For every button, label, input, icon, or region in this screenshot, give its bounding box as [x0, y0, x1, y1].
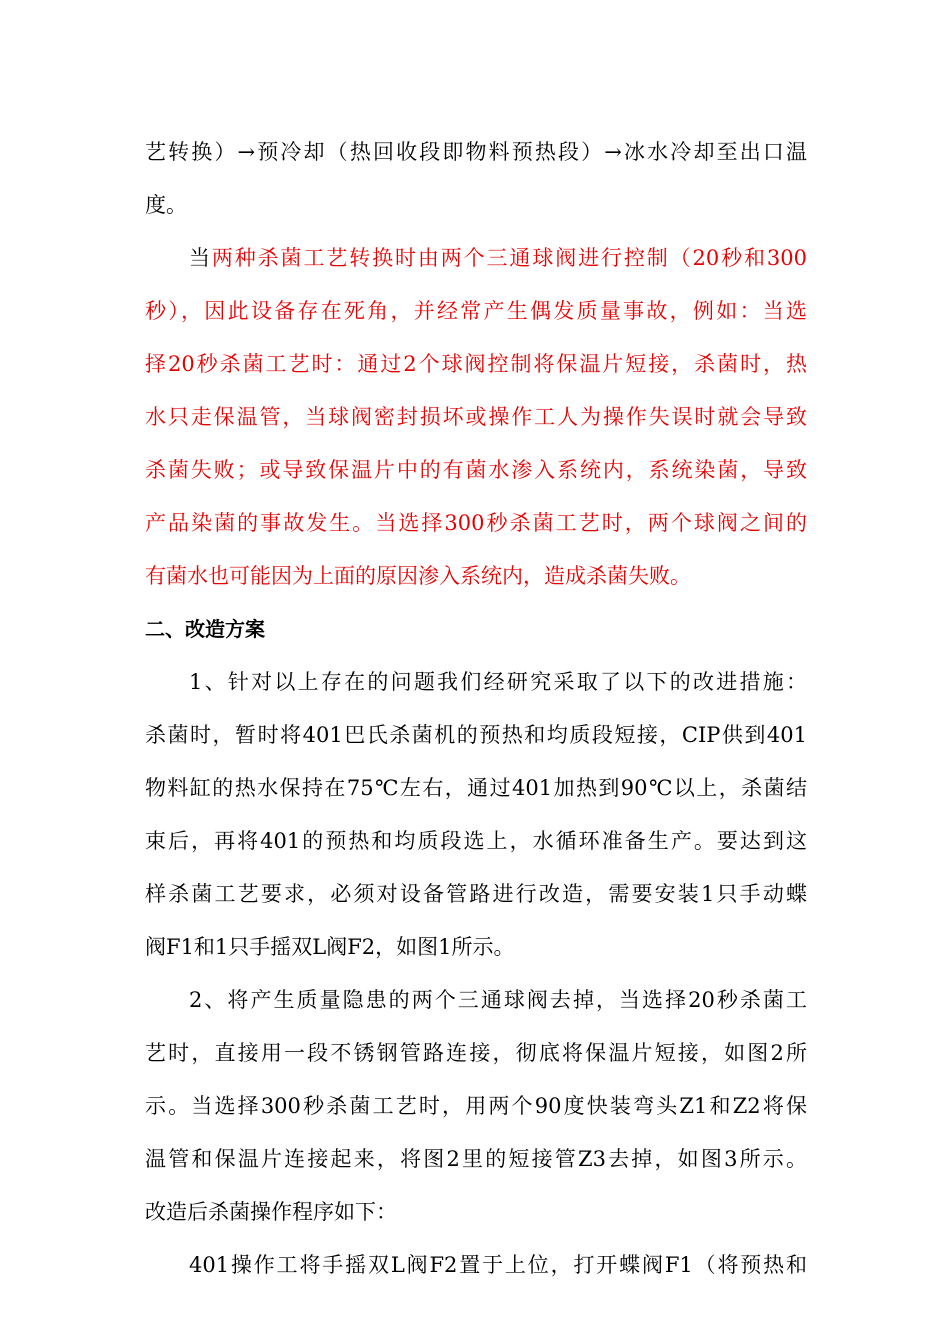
paragraph1-line-6: 阀F1和1只手摇双L阀F2，如图1所示。 — [145, 935, 515, 959]
red-paragraph-line-2: 秒），因此设备存在死角，并经常产生偶发质量事故，例如：当选 — [145, 299, 807, 323]
red-paragraph-text: 两种杀菌工艺转换时由两个三通球阀进行控制（20秒和300 — [211, 246, 807, 270]
paragraph1-line-5: 样杀菌工艺要求，必须对设备管路进行改造，需要安装1只手动蝶 — [145, 882, 807, 906]
section-heading: 二、改造方案 — [145, 617, 265, 641]
red-paragraph-line-4: 水只走保温管，当球阀密封损坏或操作工人为操作失误时就会导致 — [145, 405, 807, 429]
paragraph2-line-1: 2、将产生质量隐患的两个三通球阀去掉，当选择20秒杀菌工 — [189, 988, 807, 1012]
red-paragraph-line-6: 产品染菌的事故发生。当选择300秒杀菌工艺时，两个球阀之间的 — [145, 511, 807, 535]
paragraph1-line-3: 物料缸的热水保持在75℃左右，通过401加热到90℃以上，杀菌结 — [145, 776, 807, 800]
intro-line-2: 度。 — [145, 193, 187, 217]
paragraph1-line-4: 束后，再将401的预热和均质段选上，水循环准备生产。要达到这 — [145, 829, 807, 853]
paragraph1-line-2: 杀菌时，暂时将401巴氏杀菌机的预热和均质段短接，CIP供到401 — [145, 723, 807, 747]
red-paragraph-line-5: 杀菌失败；或导致保温片中的有菌水渗入系统内，系统染菌，导致 — [145, 458, 807, 482]
paragraph2-line-2: 艺时，直接用一段不锈钢管路连接，彻底将保温片短接，如图2所 — [145, 1041, 807, 1065]
red-paragraph-line-3: 择20秒杀菌工艺时：通过2个球阀控制将保温片短接，杀菌时，热 — [145, 352, 807, 376]
paragraph2-line-4: 温管和保温片连接起来，将图2里的短接管Z3去掉，如图3所示。 — [145, 1147, 807, 1171]
red-paragraph-lead: 当 — [189, 246, 212, 270]
red-paragraph-line-7: 有菌水也可能因为上面的原因渗入系统内，造成杀菌失败。 — [145, 564, 691, 588]
paragraph2-line-5: 改造后杀菌操作程序如下： — [145, 1200, 397, 1224]
intro-line-1: 艺转换）→预冷却（热回收段即物料预热段）→冰水冷却至出口温 — [145, 140, 807, 164]
paragraph1-line-1: 1、针对以上存在的问题我们经研究采取了以下的改进措施： — [189, 670, 807, 694]
paragraph3-line-1: 401操作工将手摇双L阀F2置于上位，打开蝶阀F1（将预热和 — [189, 1253, 807, 1277]
red-paragraph-line-1 — [145, 232, 807, 285]
document-page — [145, 126, 807, 1292]
paragraph2-line-3: 示。当选择300秒杀菌工艺时，用两个90度快装弯头Z1和Z2将保 — [145, 1094, 807, 1118]
